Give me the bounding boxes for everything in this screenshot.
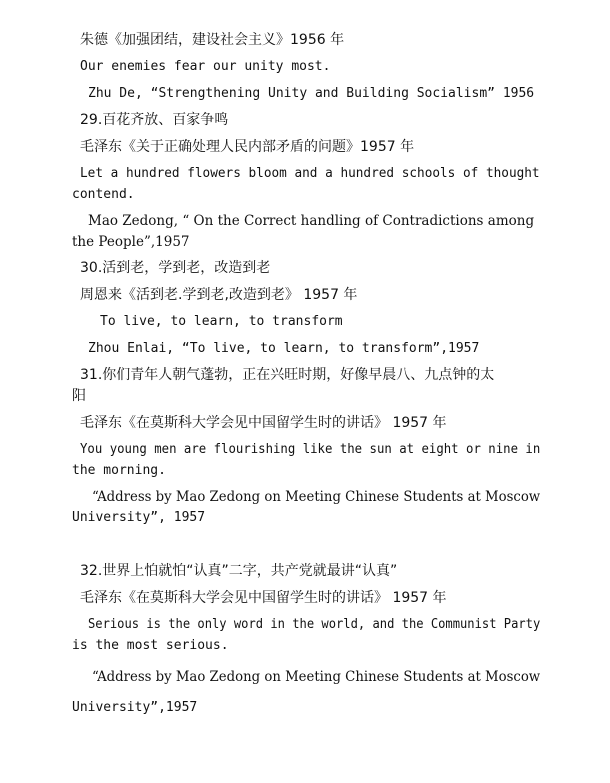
- text-line: Zhu De, “Strengthening Unity and Building Socialism” 1956: [88, 86, 535, 101]
- text-line: 32.世界上怕就怕“认真”二字，共产党就最讲“认真”: [80, 563, 398, 579]
- text-line: 31.你们青年人朝气蓬勃，正在兴旺时期，好像早晨八、九点钟的太: [80, 367, 495, 383]
- text-line: is the most serious.: [72, 638, 229, 653]
- text-line: 毛泽东《在莫斯科大学会见中国留学生时的讲话》 1957 年: [80, 415, 447, 431]
- text-line: 朱德《加强团结，建设社会主义》1956 年: [80, 32, 345, 48]
- text-line: Our enemies fear our unity most.: [80, 59, 331, 74]
- text-line: 阳: [72, 388, 86, 404]
- text-line: the morning.: [72, 463, 166, 478]
- text-line: contend.: [72, 187, 135, 202]
- text-line: “Address by Mao Zedong on Meeting Chinese Students at Moscow: [92, 489, 541, 505]
- text-line: 29.百花齐放、百家争鸣: [80, 112, 229, 128]
- text-line: Serious is the only word in the world, and the Communist Party: [88, 617, 541, 632]
- text-line: 毛泽东《关于正确处理人民内部矛盾的问题》1957 年: [80, 139, 415, 155]
- text-line: Mao Zedong, “ On the Correct handling of Contradictions among: [88, 213, 535, 229]
- text-line: University”, 1957: [72, 510, 206, 525]
- text-line: Zhou Enlai, “To live, to learn, to transform”,1957: [88, 341, 480, 356]
- text-line: Let a hundred flowers bloom and a hundred schools of thought: [80, 166, 540, 181]
- text-line: To live, to learn, to transform: [100, 314, 343, 329]
- text-line: University”,1957: [72, 700, 198, 715]
- text-line: 30.活到老，学到老，改造到老: [80, 260, 271, 276]
- text-line: You young men are flourishing like the sun at eight or nine in: [80, 442, 541, 457]
- text-line: 毛泽东《在莫斯科大学会见中国留学生时的讲话》 1957 年: [80, 590, 447, 606]
- text-line: “Address by Mao Zedong on Meeting Chinese Students at Moscow: [92, 669, 541, 685]
- text-line: 周恩来《活到老.学到老,改造到老》 1957 年: [80, 287, 358, 303]
- text-line: the People”,1957: [72, 234, 190, 250]
